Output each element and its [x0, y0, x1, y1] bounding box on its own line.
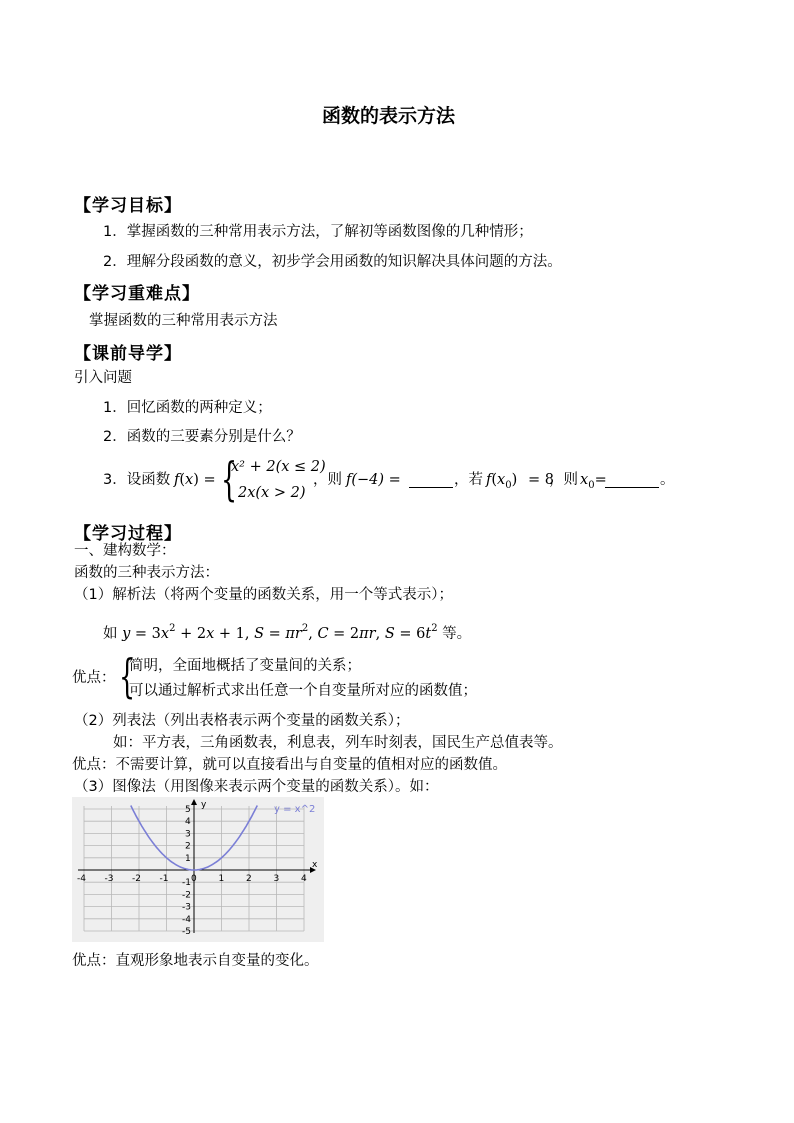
piecewise-brace: { — [221, 452, 238, 506]
x-tick-label: 2 — [246, 874, 252, 884]
x-tick-label: -4 — [77, 874, 86, 884]
preview-question-3-then2: ，则 — [549, 472, 578, 488]
y-tick-label: -3 — [182, 902, 191, 913]
page-title: 函数的表示方法 — [322, 105, 456, 127]
expr-f-x0-lhs: $f(x_0)$ — [486, 472, 518, 491]
process-construct: 一、建构数学： — [74, 543, 176, 559]
preview-question-2: 2．函数的三要素分别是什么？ — [103, 429, 301, 445]
x-tick-label: 1 — [218, 874, 225, 884]
analytic-adv-label: 优点： — [72, 670, 116, 686]
expr-x0-equals: = — [594, 472, 607, 488]
method-graph: （3）图像法（用图像来表示两个变量的函数关系）。如： — [74, 779, 439, 795]
analytic-example: 如 $y = 3x^2 + 2x + 1$, $S = \pi r^2$, C = 2πr, $S = 6t^2$ 等。 — [103, 623, 472, 642]
y-tick-label: 1 — [185, 853, 191, 864]
x-axis-label: x — [312, 860, 318, 870]
graph-legend: y = x^2 — [274, 804, 316, 815]
preview-intro: 引入问题 — [74, 370, 132, 386]
preview-question-3-prefix: 3．设函数 — [103, 472, 171, 488]
y-axis-label: y — [201, 800, 207, 810]
table-advantage: 优点：不需要计算，就可以直接看出与自变量的值相对应的函数值。 — [72, 757, 507, 773]
table-example: 如：平方表，三角函数表，利息表，列车时刻表，国民生产总值表等。 — [113, 735, 563, 751]
expr-x0: $x_0=$ — [580, 472, 607, 491]
y-tick-label: 2 — [185, 841, 191, 852]
analytic-example-prefix: 如 — [103, 626, 118, 642]
y-tick-label: 4 — [185, 817, 191, 828]
preview-question-3-then: ，则 — [313, 472, 342, 488]
analytic-adv-2: 可以通过解析式求出任意一个自变量所对应的函数值； — [129, 683, 477, 699]
answer-blank-1[interactable] — [409, 471, 453, 490]
x-tick-label: -1 — [159, 874, 169, 884]
preview-question-1: 1．回忆函数的两种定义； — [103, 400, 272, 416]
section-heading-process: 【学习过程】 — [74, 524, 182, 544]
y-tick-label: -2 — [182, 890, 191, 901]
x-tick-label: -2 — [132, 874, 141, 884]
section-heading-objectives: 【学习目标】 — [74, 196, 182, 216]
y-tick-label: -1 — [182, 878, 191, 889]
y-tick-label: 5 — [185, 805, 191, 815]
preview-question-3-end: 。 — [660, 472, 675, 488]
piecewise-lhs: f(x) = — [174, 472, 216, 488]
piecewise-case-2: 2x(x > 2) — [238, 485, 306, 501]
y-tick-label: -5 — [182, 927, 191, 937]
graph-advantage: 优点：直观形象地表示自变量的变化。 — [72, 953, 319, 969]
x-tick-label: 3 — [273, 874, 280, 884]
expr-f-minus-4: f(−4) = — [346, 472, 401, 488]
x-tick-label: 4 — [301, 874, 307, 884]
section-heading-key-points: 【学习重难点】 — [74, 284, 200, 304]
preview-question-3-if: ，若 — [454, 472, 483, 488]
objective-item-2: 2．理解分段函数的意义，初步学会用函数的知识解决具体问题的方法。 — [103, 254, 562, 270]
objective-item-1: 1．掌握函数的三种常用表示方法，了解初等函数图像的几种情形； — [103, 224, 533, 240]
analytic-example-suffix: 等。 — [442, 626, 472, 642]
answer-blank-2[interactable] — [605, 471, 659, 490]
piecewise-case-1: x² + 2(x ≤ 2) — [231, 459, 326, 475]
process-three-methods: 函数的三种表示方法： — [74, 565, 219, 581]
parabola-graph — [72, 797, 324, 942]
section-heading-preview: 【课前导学】 — [74, 344, 182, 364]
adv-brace: { — [119, 649, 136, 703]
analytic-adv-1: 简明，全面地概括了变量间的关系； — [129, 658, 361, 674]
expr-f-x0-rhs: = 8 — [528, 472, 554, 488]
y-tick-label: -4 — [182, 914, 191, 925]
x-tick-label: -3 — [104, 874, 114, 884]
y-tick-label: 3 — [185, 829, 191, 840]
method-table: （2）列表法（列出表格表示两个变量的函数关系）； — [74, 713, 410, 729]
method-analytic: （1）解析法（将两个变量的函数关系，用一个等式表示）； — [74, 587, 453, 603]
x-tick-label: 0 — [191, 874, 197, 884]
key-point-text: 掌握函数的三种常用表示方法 — [89, 313, 278, 329]
